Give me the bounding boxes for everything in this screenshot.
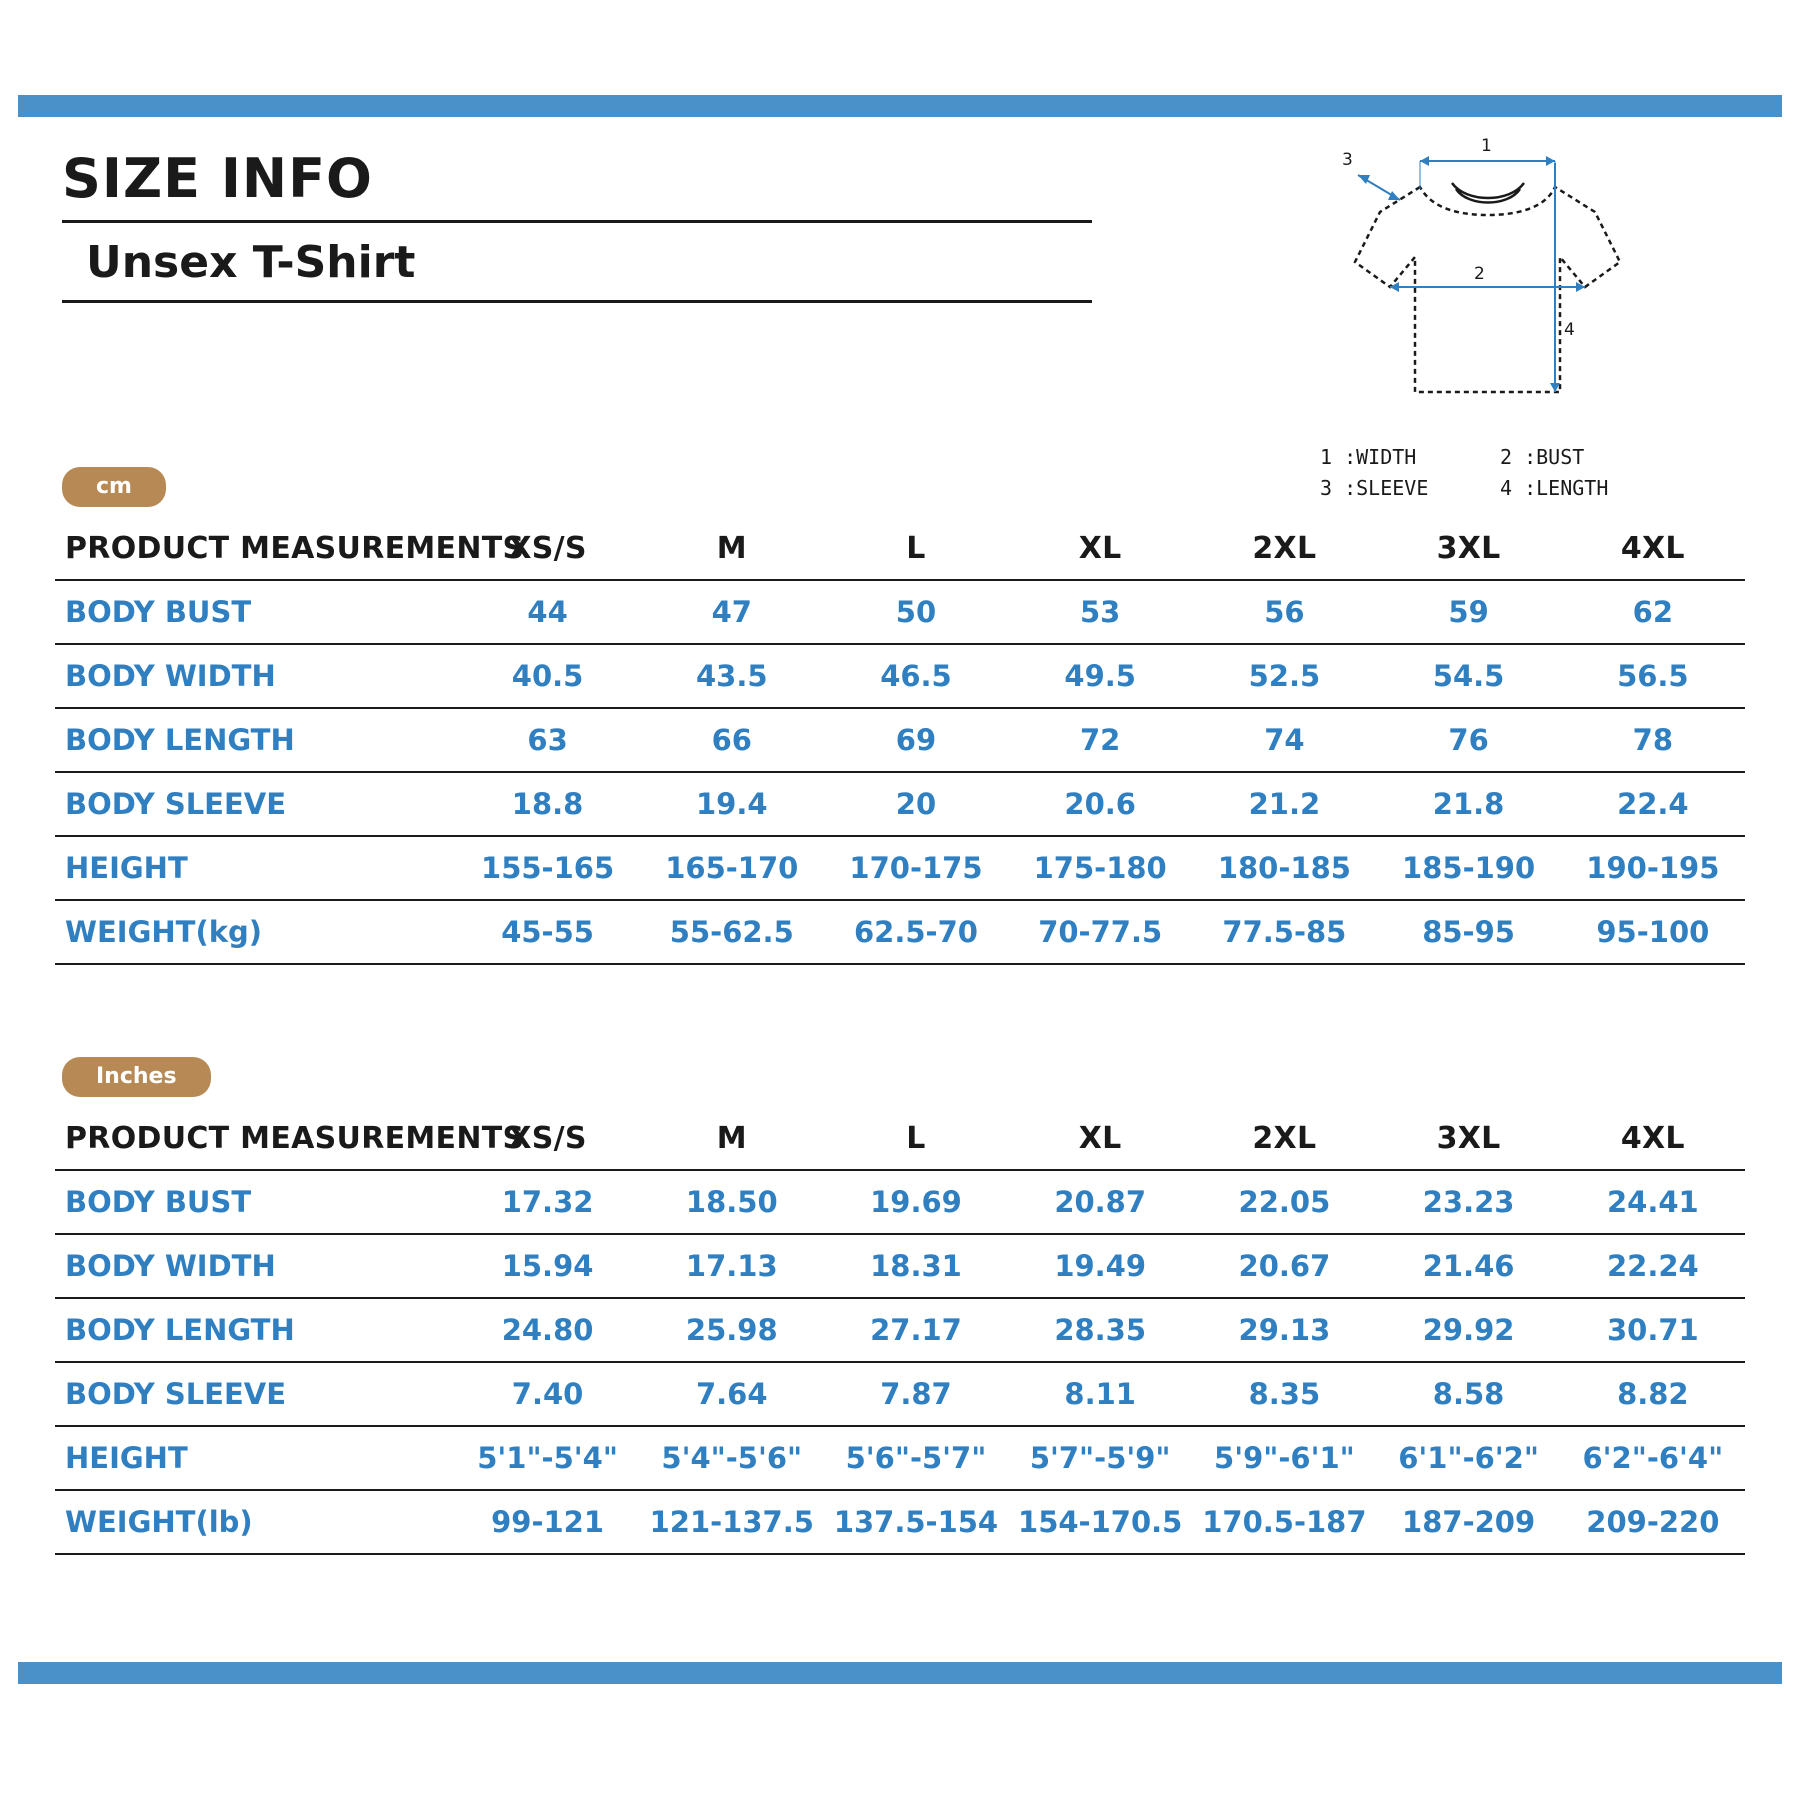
cell-in-bust-4xl: 24.41 [1561,1170,1745,1234]
cell-in-length-m: 25.98 [640,1298,824,1362]
cell-cm-bust-4xl: 62 [1561,580,1745,644]
cell-cm-length-2xl: 74 [1192,708,1376,772]
cell-in-height-xl: 5'7"-5'9" [1008,1426,1192,1490]
cell-cm-weight-l: 62.5-70 [824,900,1008,964]
table-row [55,1170,1745,1234]
legend-item-sleeve: 3 :SLEEVE [1320,476,1429,500]
cell-cm-sleeve-xl: 20.6 [1008,772,1192,836]
cell-cm-sleeve-l: 20 [824,772,1008,836]
cell-cm-weight-m: 55-62.5 [640,900,824,964]
unit-tab-cm-wrap [62,467,166,507]
title-divider-top [62,220,1092,223]
title-divider-bottom [62,300,1092,303]
cell-cm-width-l: 46.5 [824,644,1008,708]
cell-in-bust-xl: 20.87 [1008,1170,1192,1234]
cell-cm-length-3xl: 76 [1376,708,1560,772]
cell-in-width-m: 17.13 [640,1234,824,1298]
col-header-l: L [824,517,1008,580]
row-label-body-bust-in: BODY BUST [55,1170,455,1234]
cell-cm-sleeve-m: 19.4 [640,772,824,836]
cell-in-weight-l: 137.5-154 [824,1490,1008,1554]
cell-in-bust-3xl: 23.23 [1376,1170,1560,1234]
col-header-3xl-in: 3XL [1376,1107,1560,1170]
col-header-4xl: 4XL [1561,517,1745,580]
unit-tab-cm[interactable]: cm [62,467,166,507]
legend-item-length: 4 :LENGTH [1500,476,1609,500]
cell-cm-weight-4xl: 95-100 [1561,900,1745,964]
cell-in-sleeve-2xl: 8.35 [1192,1362,1376,1426]
row-label-body-length-in: BODY LENGTH [55,1298,455,1362]
cell-cm-height-xl: 175-180 [1008,836,1192,900]
table-header-row-inches [55,1107,1745,1170]
cell-cm-height-m: 165-170 [640,836,824,900]
cell-in-length-xs-s: 24.80 [455,1298,639,1362]
cell-cm-sleeve-3xl: 21.8 [1376,772,1560,836]
cell-cm-weight-xs-s: 45-55 [455,900,639,964]
cell-in-bust-l: 19.69 [824,1170,1008,1234]
bottom-accent-bar [18,1662,1782,1684]
tshirt-diagram [1260,127,1740,457]
diagram-marker-1: 1 [1481,136,1492,156]
table-row [55,580,1745,644]
cell-cm-length-4xl: 78 [1561,708,1745,772]
cell-in-weight-3xl: 187-209 [1376,1490,1560,1554]
cell-in-height-l: 5'6"-5'7" [824,1426,1008,1490]
cell-cm-width-m: 43.5 [640,644,824,708]
cell-in-sleeve-3xl: 8.58 [1376,1362,1560,1426]
cell-cm-width-4xl: 56.5 [1561,644,1745,708]
col-header-xs-s: XS/S [455,517,639,580]
cell-cm-weight-2xl: 77.5-85 [1192,900,1376,964]
diagram-marker-4: 4 [1564,320,1575,340]
cell-in-weight-2xl: 170.5-187 [1192,1490,1376,1554]
cell-cm-weight-3xl: 85-95 [1376,900,1560,964]
row-label-body-bust: BODY BUST [55,580,455,644]
cell-cm-sleeve-4xl: 22.4 [1561,772,1745,836]
cell-in-width-l: 18.31 [824,1234,1008,1298]
cell-cm-weight-xl: 70-77.5 [1008,900,1192,964]
table-header-row-cm [55,517,1745,580]
cell-cm-height-2xl: 180-185 [1192,836,1376,900]
table-row [55,1490,1745,1554]
col-header-4xl-in: 4XL [1561,1107,1745,1170]
cell-in-sleeve-m: 7.64 [640,1362,824,1426]
col-header-l-in: L [824,1107,1008,1170]
cell-cm-length-xl: 72 [1008,708,1192,772]
unit-tab-inches-wrap [62,1057,211,1097]
cell-cm-width-2xl: 52.5 [1192,644,1376,708]
cell-in-weight-xl: 154-170.5 [1008,1490,1192,1554]
table-row [55,644,1745,708]
cell-in-sleeve-l: 7.87 [824,1362,1008,1426]
col-header-xs-s-in: XS/S [455,1107,639,1170]
title-block [62,147,1252,303]
cell-in-bust-xs-s: 17.32 [455,1170,639,1234]
unit-tab-inches[interactable]: Inches [62,1057,211,1097]
cell-in-bust-2xl: 22.05 [1192,1170,1376,1234]
table-row [55,708,1745,772]
col-header-xl-in: XL [1008,1107,1192,1170]
table-row [55,900,1745,964]
cell-in-sleeve-xs-s: 7.40 [455,1362,639,1426]
cell-in-length-4xl: 30.71 [1561,1298,1745,1362]
cell-cm-bust-xs-s: 44 [455,580,639,644]
page-title: SIZE INFO [62,147,373,210]
cell-cm-sleeve-2xl: 21.2 [1192,772,1376,836]
cell-in-height-4xl: 6'2"-6'4" [1561,1426,1745,1490]
cell-in-weight-xs-s: 99-121 [455,1490,639,1554]
row-label-body-sleeve-in: BODY SLEEVE [55,1362,455,1426]
legend-item-bust: 2 :BUST [1500,445,1585,469]
page-subtitle: Unsex T-Shirt [86,237,416,288]
cell-cm-sleeve-xs-s: 18.8 [455,772,639,836]
row-label-body-sleeve: BODY SLEEVE [55,772,455,836]
chart-content [0,117,1800,1662]
cell-in-width-3xl: 21.46 [1376,1234,1560,1298]
cell-cm-bust-l: 50 [824,580,1008,644]
cell-in-length-3xl: 29.92 [1376,1298,1560,1362]
table-row [55,1362,1745,1426]
cell-in-weight-4xl: 209-220 [1561,1490,1745,1554]
size-table-cm [55,517,1745,965]
cell-in-length-2xl: 29.13 [1192,1298,1376,1362]
table-row [55,1234,1745,1298]
cell-cm-height-xs-s: 155-165 [455,836,639,900]
cell-cm-width-xl: 49.5 [1008,644,1192,708]
cell-cm-length-l: 69 [824,708,1008,772]
table-row [55,1426,1745,1490]
cell-cm-length-m: 66 [640,708,824,772]
row-label-body-width: BODY WIDTH [55,644,455,708]
cell-cm-bust-m: 47 [640,580,824,644]
col-header-3xl: 3XL [1376,517,1560,580]
cell-in-width-4xl: 22.24 [1561,1234,1745,1298]
size-table-inches [55,1107,1745,1555]
cell-cm-height-3xl: 185-190 [1376,836,1560,900]
cell-cm-height-l: 170-175 [824,836,1008,900]
row-label-body-length: BODY LENGTH [55,708,455,772]
cell-in-height-3xl: 6'1"-6'2" [1376,1426,1560,1490]
top-accent-bar [18,95,1782,117]
row-label-height-in: HEIGHT [55,1426,455,1490]
diagram-marker-2: 2 [1474,264,1485,284]
cell-in-width-xs-s: 15.94 [455,1234,639,1298]
row-label-weight-kg: WEIGHT(kg) [55,900,455,964]
cell-in-width-2xl: 20.67 [1192,1234,1376,1298]
cell-in-sleeve-xl: 8.11 [1008,1362,1192,1426]
col-header-measurements-in: PRODUCT MEASUREMENTS [55,1107,455,1170]
table-row [55,1298,1745,1362]
cell-in-weight-m: 121-137.5 [640,1490,824,1554]
cell-in-length-l: 27.17 [824,1298,1008,1362]
row-label-weight-lb: WEIGHT(lb) [55,1490,455,1554]
row-label-height: HEIGHT [55,836,455,900]
cell-cm-bust-3xl: 59 [1376,580,1560,644]
cell-cm-length-xs-s: 63 [455,708,639,772]
diagram-marker-3: 3 [1342,150,1353,170]
cell-in-sleeve-4xl: 8.82 [1561,1362,1745,1426]
cell-in-height-2xl: 5'9"-6'1" [1192,1426,1376,1490]
cell-in-height-m: 5'4"-5'6" [640,1426,824,1490]
cell-cm-bust-2xl: 56 [1192,580,1376,644]
cell-in-length-xl: 28.35 [1008,1298,1192,1362]
cell-in-width-xl: 19.49 [1008,1234,1192,1298]
cell-cm-bust-xl: 53 [1008,580,1192,644]
col-header-2xl: 2XL [1192,517,1376,580]
cell-cm-height-4xl: 190-195 [1561,836,1745,900]
col-header-m: M [640,517,824,580]
cell-in-height-xs-s: 5'1"-5'4" [455,1426,639,1490]
cell-in-bust-m: 18.50 [640,1170,824,1234]
table-row [55,772,1745,836]
diagram-legend [1320,442,1740,504]
col-header-2xl-in: 2XL [1192,1107,1376,1170]
cell-cm-width-xs-s: 40.5 [455,644,639,708]
row-label-body-width-in: BODY WIDTH [55,1234,455,1298]
col-header-xl: XL [1008,517,1192,580]
table-row [55,836,1745,900]
col-header-measurements: PRODUCT MEASUREMENTS [55,517,455,580]
cell-cm-width-3xl: 54.5 [1376,644,1560,708]
col-header-m-in: M [640,1107,824,1170]
legend-item-width: 1 :WIDTH [1320,445,1417,469]
